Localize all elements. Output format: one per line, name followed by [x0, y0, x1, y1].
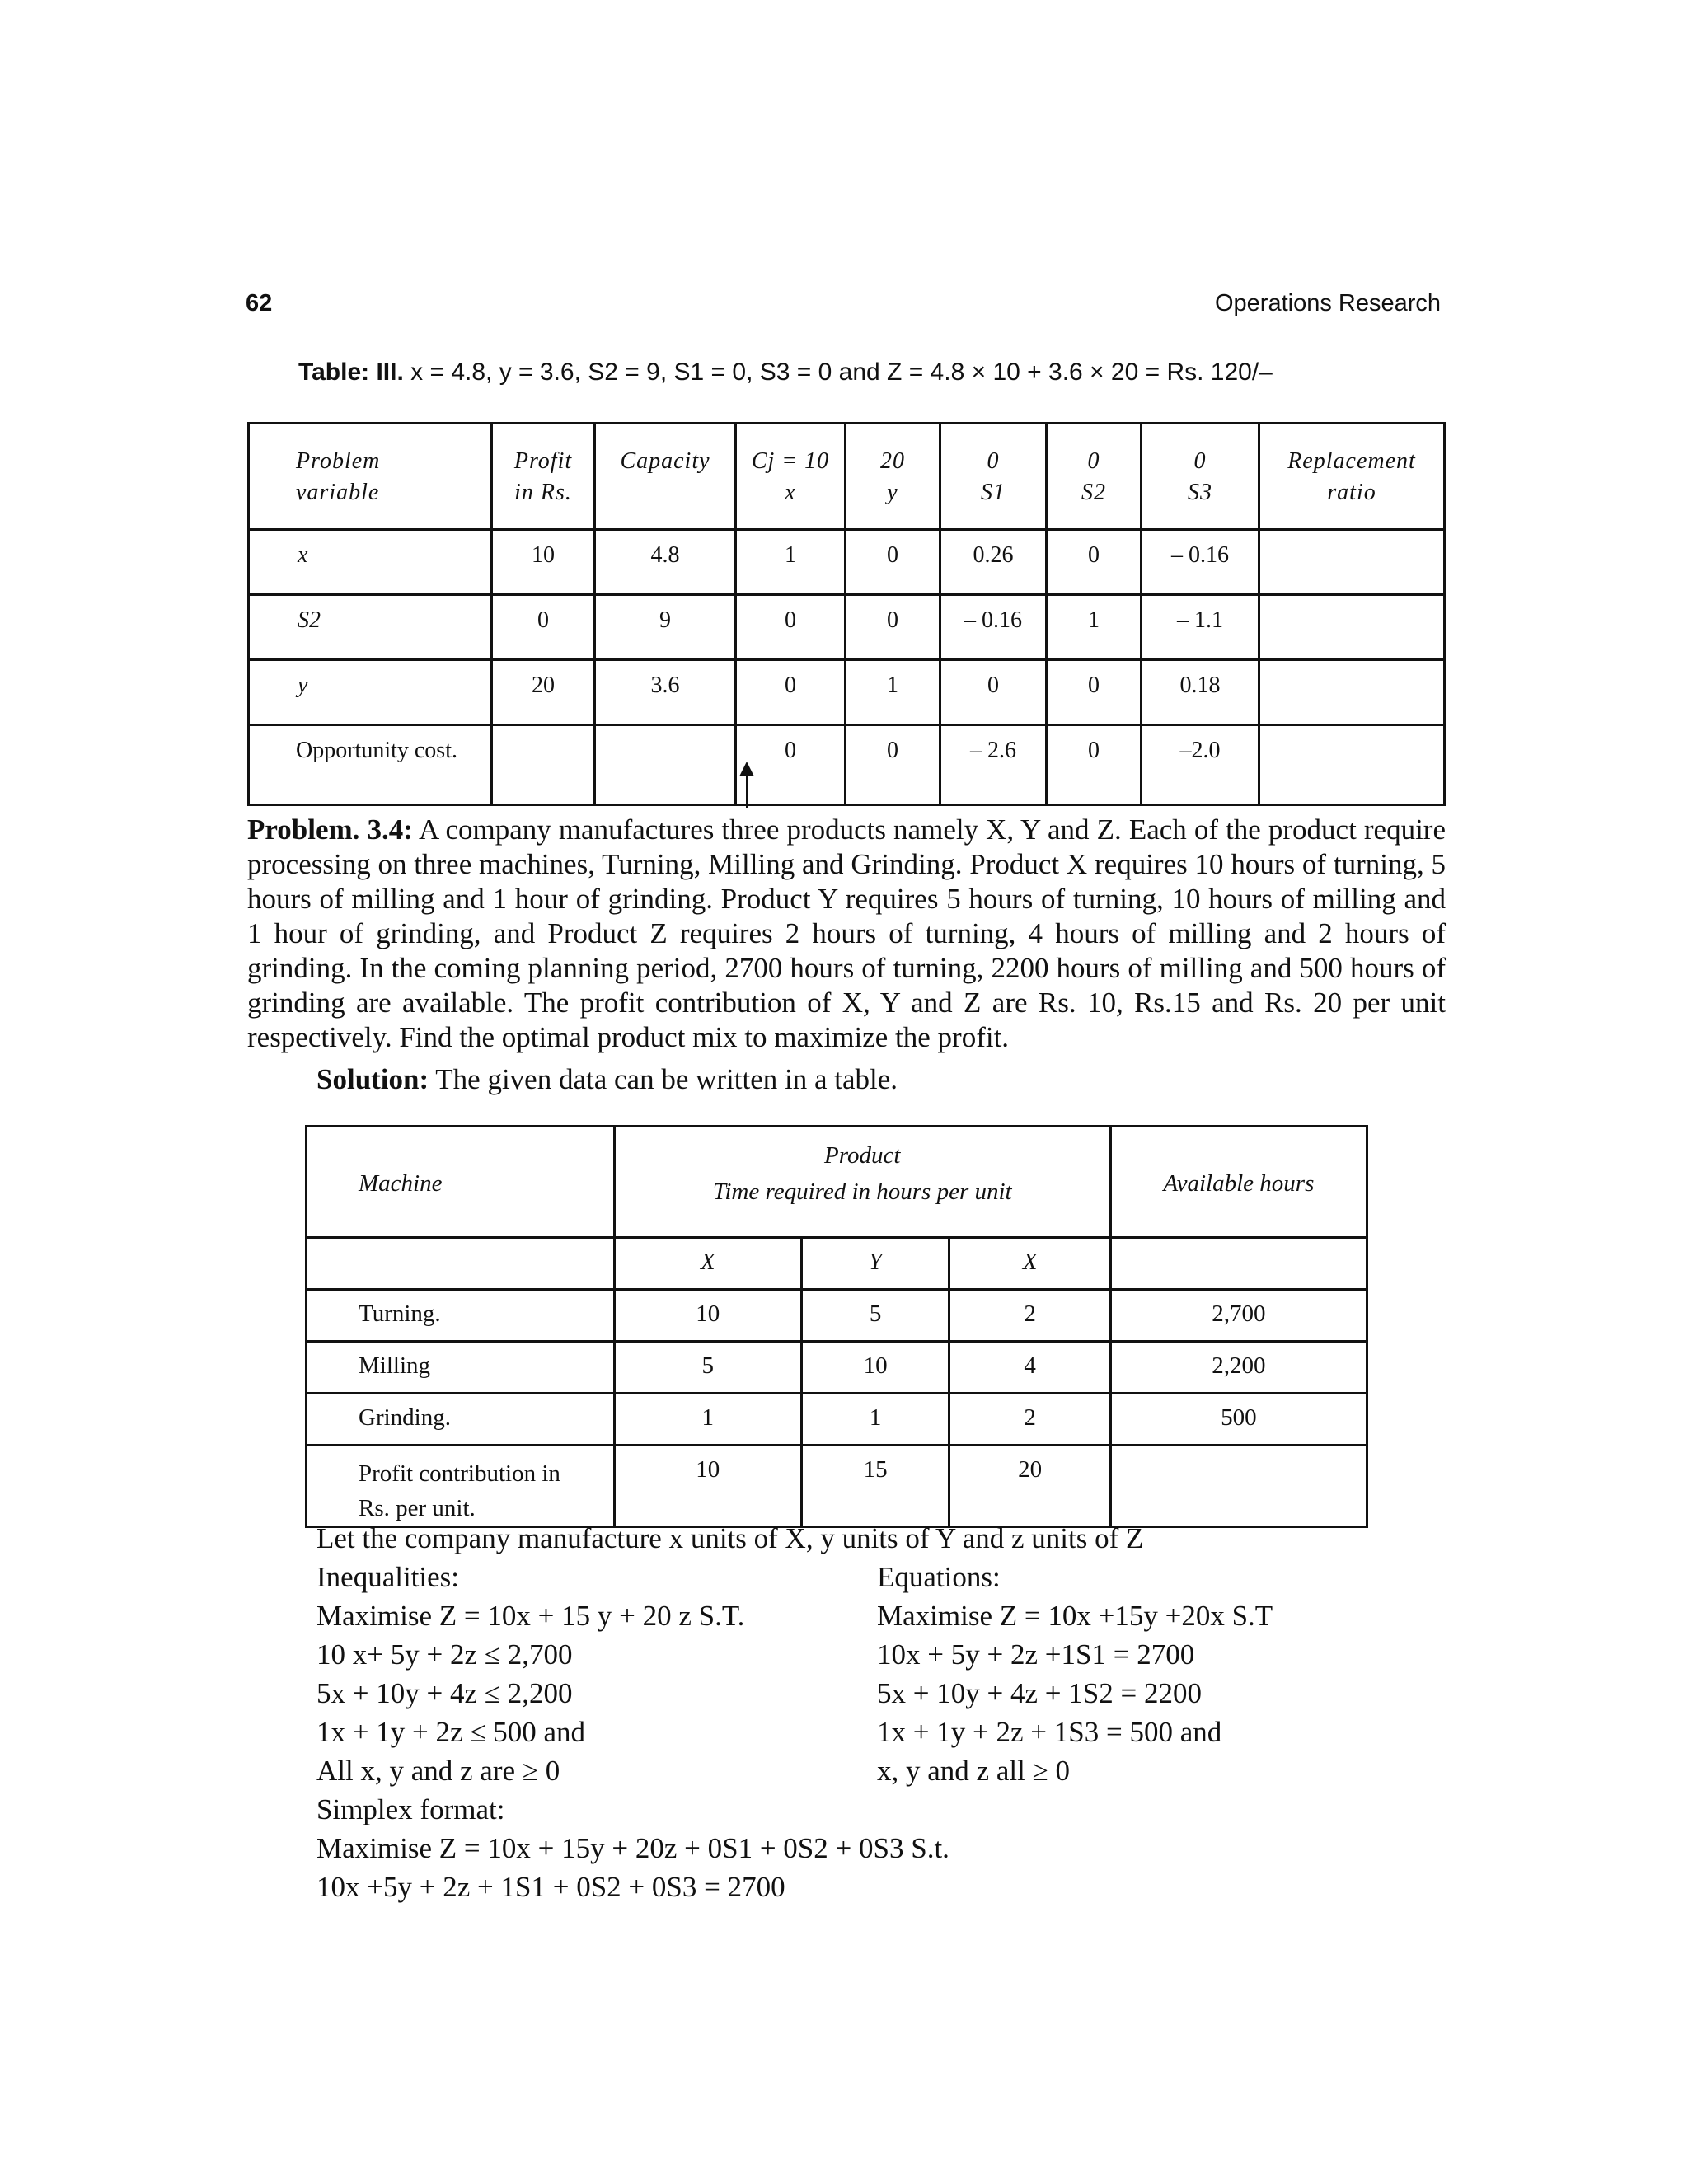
table-cell: 0 — [846, 725, 940, 805]
table-cell: 2 — [950, 1290, 1110, 1342]
table-cell: 2,700 — [1110, 1290, 1367, 1342]
solution-text: The given data can be written in a table. — [435, 1063, 898, 1095]
equation-line: 10x + 5y + 2z +1S1 = 2700 — [877, 1638, 1195, 1671]
table-cell: 0 — [846, 530, 940, 595]
header-cell: Capacity — [620, 448, 710, 474]
table-cell: 15 — [801, 1446, 950, 1527]
table-cell: – 1.1 — [1142, 595, 1259, 660]
simplex-line: 10x +5y + 2z + 1S1 + 0S2 + 0S3 = 2700 — [316, 1871, 785, 1903]
header-cell: y — [887, 480, 898, 505]
key-column-arrow-icon — [746, 765, 748, 808]
machine-name: Grinding. — [307, 1394, 615, 1446]
table-cell: 0 — [1047, 725, 1142, 805]
table-cell: 9 — [595, 595, 736, 660]
table-cell: 0 — [492, 595, 595, 660]
table-cell: 1 — [736, 530, 846, 595]
available-hours-header: Available hours — [1110, 1127, 1367, 1238]
table-cell: 10 — [492, 530, 595, 595]
column-header: X — [950, 1238, 1110, 1290]
equation-line: 1x + 1y + 2z + 1S3 = 500 and — [877, 1716, 1222, 1748]
inequality-line: Maximise Z = 10x + 15 y + 20 z S.T. — [316, 1600, 745, 1632]
simplex-table-iii — [247, 422, 1446, 806]
table-cell — [1259, 595, 1445, 660]
row-variable: x — [249, 530, 492, 595]
table-row — [249, 595, 1445, 660]
table-cell: 1 — [801, 1394, 950, 1446]
model-intro: Let the company manufacture x units of X, y units of Y and z units of Z — [316, 1522, 1144, 1554]
equations-list — [877, 1596, 1273, 1790]
table-cell: 0 — [846, 595, 940, 660]
header-cell: Cj = 10 — [751, 448, 830, 474]
header-cell: variable — [296, 480, 380, 505]
inequality-line: 1x + 1y + 2z ≤ 500 and — [316, 1716, 586, 1748]
table-cell — [1259, 660, 1445, 725]
caption-text: x = 4.8, y = 3.6, S2 = 9, S1 = 0, S3 = 0 and Z = 4.8 × 10 + 3.6 × 20 = Rs. 120/– — [410, 359, 1273, 386]
table-cell — [1259, 725, 1445, 805]
table-cell: 0 — [736, 660, 846, 725]
table-cell: 2 — [950, 1394, 1110, 1446]
table-cell: 5 — [614, 1342, 801, 1394]
row-variable: y — [249, 660, 492, 725]
table-row — [307, 1342, 1367, 1394]
table-cell: 500 — [1110, 1394, 1367, 1446]
table-cell: 10 — [614, 1446, 801, 1527]
table-cell: – 2.6 — [940, 725, 1047, 805]
table-cell: 4 — [950, 1342, 1110, 1394]
table-row — [249, 530, 1445, 595]
table-cell: 20 — [950, 1446, 1110, 1527]
product-header — [614, 1127, 1110, 1238]
table-cell: 3.6 — [595, 660, 736, 725]
problem-label: Problem. 3.4: — [247, 813, 413, 846]
header-cell: S1 — [981, 480, 1006, 505]
table-cell: 2,200 — [1110, 1342, 1367, 1394]
table-header-row — [307, 1127, 1367, 1238]
product-subtitle: Time required in hours per unit — [712, 1179, 1012, 1205]
page-number: 62 — [246, 290, 273, 316]
table-cell: 1 — [1047, 595, 1142, 660]
header-cell: ratio — [1327, 480, 1376, 505]
header-cell: Profit — [513, 448, 573, 474]
row-variable: Opportunity cost. — [249, 725, 492, 805]
simplex-list — [316, 1829, 950, 1906]
header-cell: x — [785, 480, 796, 505]
table-cell: 0 — [736, 595, 846, 660]
table-cell: 1 — [614, 1394, 801, 1446]
table-cell: 0 — [736, 725, 846, 805]
equation-line: Maximise Z = 10x +15y +20x S.T — [877, 1600, 1273, 1632]
header-cell: 0 — [1193, 448, 1207, 474]
table-header-row — [249, 424, 1445, 530]
caption-label: Table: III. — [298, 359, 404, 386]
table-cell: 0 — [1047, 530, 1142, 595]
inequality-line: 5x + 10y + 4z ≤ 2,200 — [316, 1677, 573, 1709]
table-cell — [1110, 1446, 1367, 1527]
header-cell: S3 — [1188, 480, 1212, 505]
row-variable: S2 — [249, 595, 492, 660]
table-cell: 1 — [846, 660, 940, 725]
equations-label: Equations: — [877, 1561, 1001, 1593]
table-cell: 20 — [492, 660, 595, 725]
problem-statement — [247, 813, 1446, 1055]
table-cell: – 0.16 — [1142, 530, 1259, 595]
column-header: Y — [801, 1238, 950, 1290]
header-cell: 0 — [1087, 448, 1100, 474]
simplex-line: Maximise Z = 10x + 15y + 20z + 0S1 + 0S2 + 0S3 S.t. — [316, 1832, 950, 1864]
inequalities-list — [316, 1596, 744, 1790]
inequalities-label: Inequalities: — [316, 1561, 460, 1593]
table-cell: 0 — [1047, 660, 1142, 725]
solution-line — [316, 1063, 898, 1096]
product-title: Product — [824, 1142, 901, 1169]
table-cell: 5 — [801, 1290, 950, 1342]
table-cell: – 0.16 — [940, 595, 1047, 660]
table-cell: 0.18 — [1142, 660, 1259, 725]
header-cell: 20 — [880, 448, 905, 474]
header-cell: S2 — [1081, 480, 1106, 505]
table-row — [307, 1394, 1367, 1446]
running-header: Operations Research — [1214, 290, 1441, 316]
header-cell: 0 — [987, 448, 1000, 474]
table-caption — [298, 359, 1273, 387]
problem-text: A company manufactures three products namely X, Y and Z. Each of the product require processing on three machines, Turning, Milling and Grinding. Product X requires 10 hours of turning, 5 hours of milling and 1 hour of grinding. Product Y requires 5 hours of turning, 10 hours of milling and 1 hour of grinding, and Product Z requires 2 hours of turning, 4 hours of milling and 2 hours of grinding. In the coming planning period, 2700 hours of turning, 2200 hours of milling and 500 hours of grinding are available. The profit contribution of X, Y and Z are Rs. 10, Rs.15 and Rs. 20 per unit respectively. Find the optimal product mix to maximize the profit. — [247, 813, 1446, 1053]
table-cell — [595, 725, 736, 805]
table-row — [307, 1446, 1367, 1527]
column-header: X — [614, 1238, 801, 1290]
inequality-line: All x, y and z are ≥ 0 — [316, 1755, 560, 1787]
header-cell: Replacement — [1287, 448, 1416, 474]
table-cell: –2.0 — [1142, 725, 1259, 805]
machine-name: Milling — [307, 1342, 615, 1394]
table-row — [307, 1290, 1367, 1342]
equation-line: x, y and z all ≥ 0 — [877, 1755, 1071, 1787]
machine-name: Profit contribution in Rs. per unit. — [307, 1446, 615, 1527]
header-cell: Problem — [296, 448, 381, 474]
machine-name: Turning. — [307, 1290, 615, 1342]
machine-header: Machine — [307, 1127, 615, 1238]
header-cell: in Rs. — [514, 480, 572, 505]
table-cell — [1259, 530, 1445, 595]
table-row — [249, 660, 1445, 725]
inequality-line: 10 x+ 5y + 2z ≤ 2,700 — [316, 1638, 573, 1671]
machine-data-table — [305, 1125, 1368, 1528]
table-cell: 4.8 — [595, 530, 736, 595]
table-cell — [492, 725, 595, 805]
table-row — [249, 725, 1445, 805]
solution-label: Solution: — [316, 1063, 429, 1095]
table-cell: 10 — [801, 1342, 950, 1394]
equation-line: 5x + 10y + 4z + 1S2 = 2200 — [877, 1677, 1202, 1709]
table-subheader-row — [307, 1238, 1367, 1290]
table-cell: 0 — [940, 660, 1047, 725]
table-cell: 10 — [614, 1290, 801, 1342]
table-cell: 0.26 — [940, 530, 1047, 595]
simplex-label: Simplex format: — [316, 1793, 505, 1825]
